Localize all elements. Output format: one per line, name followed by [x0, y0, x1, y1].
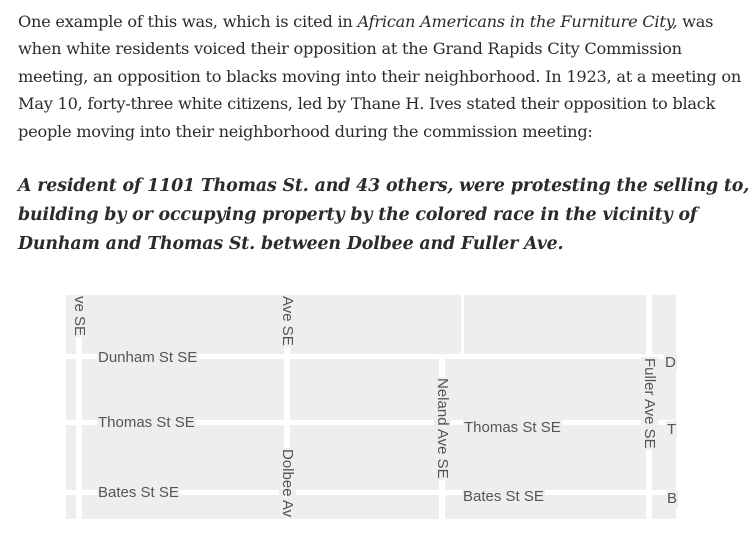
right-edge-label-d: D	[665, 354, 676, 371]
bates-street-label-right: Bates St SE	[463, 488, 544, 505]
paragraph-text: was	[677, 12, 714, 31]
quote-line-2: building by or occupying property by the colored race in the vicinity of	[18, 205, 698, 225]
paragraph-text: One example of this was, which is cited in	[18, 12, 358, 31]
paragraph-line-3: meeting, an opposition to blacks moving into their neighborhood. In 1923, at a meeting on	[18, 66, 742, 86]
fuller-avenue-label: Fuller Ave SE	[641, 358, 658, 449]
paragraph-line-1	[18, 8, 746, 35]
article-paragraph	[18, 8, 746, 145]
right-edge-label-t: T	[667, 421, 677, 438]
right-edge-label-b: B	[667, 490, 678, 507]
quote-line-1: A resident of 1101 Thomas St. and 43 others, were protesting the selling to,	[18, 176, 750, 196]
avenue-label-top: Ave SE	[279, 296, 296, 346]
paragraph-line-4: May 10, forty-three white citizens, led by Thane H. Ives stated their opposition to black	[18, 94, 716, 114]
alley-road	[461, 295, 464, 359]
left-avenue-label: ve SE	[71, 296, 88, 337]
neland-avenue-label: Neland Ave SE	[434, 378, 451, 479]
paragraph-line-5: people moving into their neighborhood during the commission meeting:	[18, 121, 593, 141]
dunham-street-label: Dunham St SE	[98, 349, 198, 366]
paragraph-line-2: when white residents voiced their opposition at the Grand Rapids City Commission	[18, 39, 682, 59]
quote-line-3: Dunham and Thomas St. between Dolbee and Fuller Ave.	[18, 234, 564, 254]
bates-street-label: Bates St SE	[98, 484, 179, 501]
book-title: African Americans in the Furniture City,	[357, 12, 678, 31]
thomas-street-label-right: Thomas St SE	[464, 419, 561, 436]
block-quote	[18, 172, 750, 259]
thomas-street-label: Thomas St SE	[98, 414, 195, 431]
street-map[interactable]	[66, 295, 676, 519]
dolbee-avenue-label: Dolbee Av	[279, 449, 296, 518]
